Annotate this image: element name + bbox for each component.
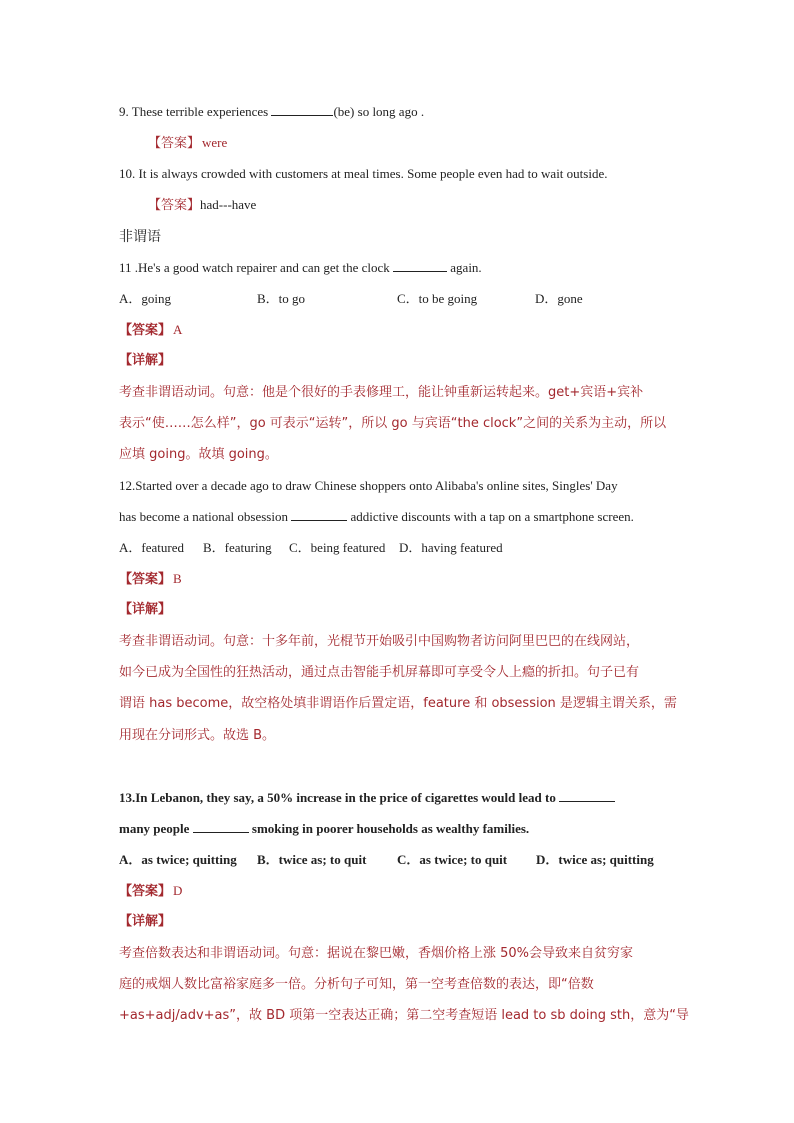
question-12-line-1: 12.Started over a decade ago to draw Chinese shoppers onto Alibaba's online sites, Singles' Day bbox=[119, 478, 618, 493]
answer-blank bbox=[393, 259, 447, 272]
question-13-stem: 13.In Lebanon, they say, a 50% increase in the price of cigarettes would lead to bbox=[119, 790, 560, 805]
answer-label: 【答案】 bbox=[148, 136, 201, 151]
answer-label: 【答案】 bbox=[119, 323, 172, 338]
option-b: B．to go bbox=[257, 291, 306, 306]
question-9 bbox=[119, 103, 424, 121]
option-c: C．as twice; to quit bbox=[397, 852, 508, 867]
question-9-stem-end: (be) so long ago . bbox=[333, 104, 425, 119]
answer-value: A bbox=[173, 322, 183, 337]
explanation-line: 表示“使……怎么样”，go 可表示“运转”，所以 go 与宾语“the clock”之间的关系为主动，所以 bbox=[119, 416, 667, 431]
question-13-stem-end: smoking in poorer households as wealthy families. bbox=[248, 821, 530, 836]
option-c: C．being featured bbox=[289, 540, 386, 555]
option-b: B．twice as; to quit bbox=[257, 852, 367, 867]
option-c: C．to be going bbox=[397, 291, 478, 306]
section-heading: 非谓语 bbox=[119, 229, 161, 245]
question-11-stem: 11 .He's a good watch repairer and can get the clock bbox=[119, 260, 394, 275]
answer-value: D bbox=[173, 883, 183, 898]
option-a: A．featured bbox=[119, 540, 184, 555]
question-13-options bbox=[119, 851, 654, 869]
answer-label: 【答案】 bbox=[148, 198, 201, 213]
answer-value: B bbox=[173, 571, 182, 586]
answer-blank bbox=[559, 789, 615, 802]
explanation-line: 应填 going。故填 going。 bbox=[119, 447, 278, 462]
question-12-stem-end: addictive discounts with a tap on a smartphone screen. bbox=[347, 509, 634, 524]
answer-blank bbox=[271, 103, 333, 116]
answer-9 bbox=[148, 134, 227, 153]
question-11-options bbox=[119, 290, 583, 308]
explanation-line: 考查非谓语动词。句意：十多年前，光棍节开始吸引中国购物者访问阿里巴巴的在线网站， bbox=[119, 634, 640, 649]
answer-label: 【答案】 bbox=[119, 884, 172, 899]
option-d: D．having featured bbox=[399, 540, 503, 555]
explanation-line: 如今已成为全国性的狂热活动，通过点击智能手机屏幕即可享受令人上瘾的折扣。句子已有 bbox=[119, 665, 640, 680]
option-b: B．featuring bbox=[203, 540, 272, 555]
detail-label: 【详解】 bbox=[119, 914, 172, 929]
question-12-line-2 bbox=[119, 508, 634, 526]
question-13-line-2 bbox=[119, 820, 529, 838]
question-13-stem: many people bbox=[119, 821, 193, 836]
explanation-line: 庭的戒烟人数比富裕家庭多一倍。分析句子可知，第一空考查倍数的表达，即“倍数 bbox=[119, 977, 594, 992]
explanation-line: +as+adj/adv+as”，故 BD 项第一空表达正确；第二空考查短语 lead to sb doing sth，意为“导 bbox=[119, 1008, 689, 1023]
question-12-options bbox=[119, 539, 503, 557]
question-11-stem-end: again. bbox=[447, 260, 482, 275]
question-10: 10. It is always crowded with customers at meal times. Some people even had to wait outside. bbox=[119, 166, 608, 181]
detail-label: 【详解】 bbox=[119, 353, 172, 368]
answer-label: 【答案】 bbox=[119, 572, 172, 587]
answer-blank bbox=[193, 820, 249, 833]
answer-11 bbox=[119, 321, 182, 340]
answer-value: were bbox=[202, 135, 228, 150]
detail-label: 【详解】 bbox=[119, 602, 172, 617]
question-9-stem: 9. These terrible experiences bbox=[119, 104, 272, 119]
explanation-line: 用现在分词形式。故选 B。 bbox=[119, 728, 276, 743]
option-a: A．as twice; quitting bbox=[119, 852, 237, 867]
option-d: D．twice as; quitting bbox=[536, 852, 654, 867]
answer-10 bbox=[148, 196, 256, 215]
answer-blank bbox=[291, 508, 347, 521]
answer-13 bbox=[119, 882, 182, 901]
explanation-line: 考查非谓语动词。句意：他是个很好的手表修理工，能让钟重新运转起来。get+宾语+宾补 bbox=[119, 385, 644, 400]
answer-value: had---have bbox=[200, 197, 257, 212]
question-13-line-1 bbox=[119, 789, 615, 807]
explanation-line: 谓语 has become，故空格处填非谓语作后置定语，feature 和 obsession 是逻辑主谓关系，需 bbox=[119, 696, 677, 711]
option-d: D．gone bbox=[535, 291, 583, 306]
question-11 bbox=[119, 259, 482, 277]
option-a: A．going bbox=[119, 291, 172, 306]
explanation-line: 考查倍数表达和非谓语动词。句意：据说在黎巴嫩，香烟价格上涨 50%会导致来自贫穷家 bbox=[119, 946, 634, 961]
question-12-stem: has become a national obsession bbox=[119, 509, 292, 524]
answer-12 bbox=[119, 570, 182, 589]
